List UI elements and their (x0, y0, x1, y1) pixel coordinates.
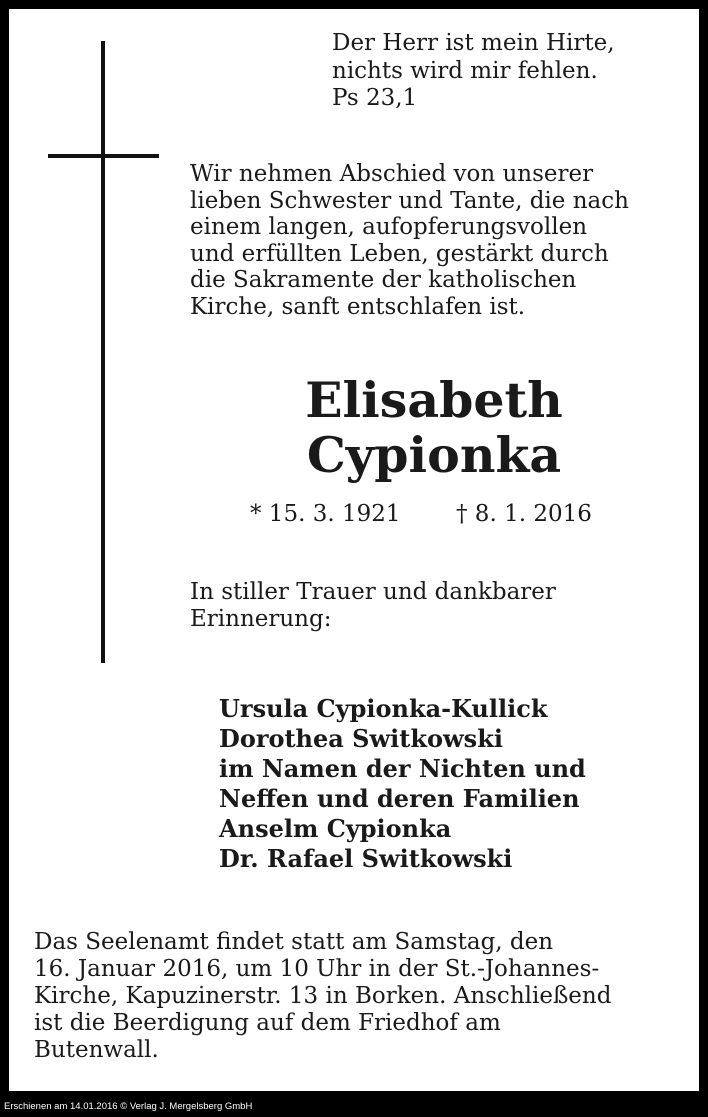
cross-icon (101, 41, 105, 663)
mourning-line: In stiller Trauer und dankbarer (190, 579, 556, 605)
mourning-line: Erinnerung: (190, 606, 332, 632)
service-line: Kirche, Kapuzinerstr. 13 in Borken. Anschließend (34, 983, 612, 1009)
service-line: ist die Beerdigung auf dem Friedhof am (34, 1010, 501, 1036)
mourner-name: Anselm Cypionka (219, 814, 452, 843)
last-name: Cypionka (306, 426, 562, 484)
birth-date: * 15. 3. 1921 (250, 501, 401, 527)
service-line: Das Seelenamt findet statt am Samstag, den (34, 929, 554, 955)
announcement-line: lieben Schwester und Tante, die nach (190, 187, 629, 214)
deceased-name (249, 373, 619, 483)
announcement-line: und erfüllten Leben, gestärkt durch (190, 240, 609, 267)
psalm-quote (332, 30, 615, 113)
first-name: Elisabeth (305, 371, 563, 429)
mourners-list (219, 694, 586, 874)
psalm-line: Der Herr ist mein Hirte, (332, 30, 615, 56)
mourner-name: Dorothea Switkowski (219, 724, 503, 753)
publication-footer: Erschienen am 14.01.2016 © Verlag J. Mergelsberg GmbH (4, 1101, 253, 1112)
mourner-name: Ursula Cypionka-Kullick (219, 694, 548, 723)
death-date: † 8. 1. 2016 (456, 501, 592, 527)
cross-icon-crossbar (48, 154, 159, 158)
announcement-line: Wir nehmen Abschied von unserer (190, 161, 594, 187)
mourner-name: Dr. Rafael Switkowski (219, 844, 513, 873)
mourner-name: im Namen der Nichten und (219, 754, 586, 783)
psalm-line: nichts wird mir fehlen. (332, 57, 598, 84)
service-line: Butenwall. (34, 1037, 159, 1063)
announcement-line: die Sakramente der katholischen (190, 267, 577, 293)
psalm-reference: Ps 23,1 (332, 85, 418, 111)
mourning-text (190, 579, 556, 633)
announcement-line: einem langen, aufopferungsvollen (190, 214, 588, 240)
mourner-name: Neffen und deren Familien (219, 784, 580, 813)
obituary-card (9, 9, 699, 1091)
announcement-line: Kirche, sanft entschlafen ist. (190, 293, 526, 320)
announcement-text (190, 161, 629, 320)
service-line: 16. Januar 2016, um 10 Uhr in der St.-Johannes- (34, 956, 600, 982)
funeral-service-info (34, 929, 611, 1064)
